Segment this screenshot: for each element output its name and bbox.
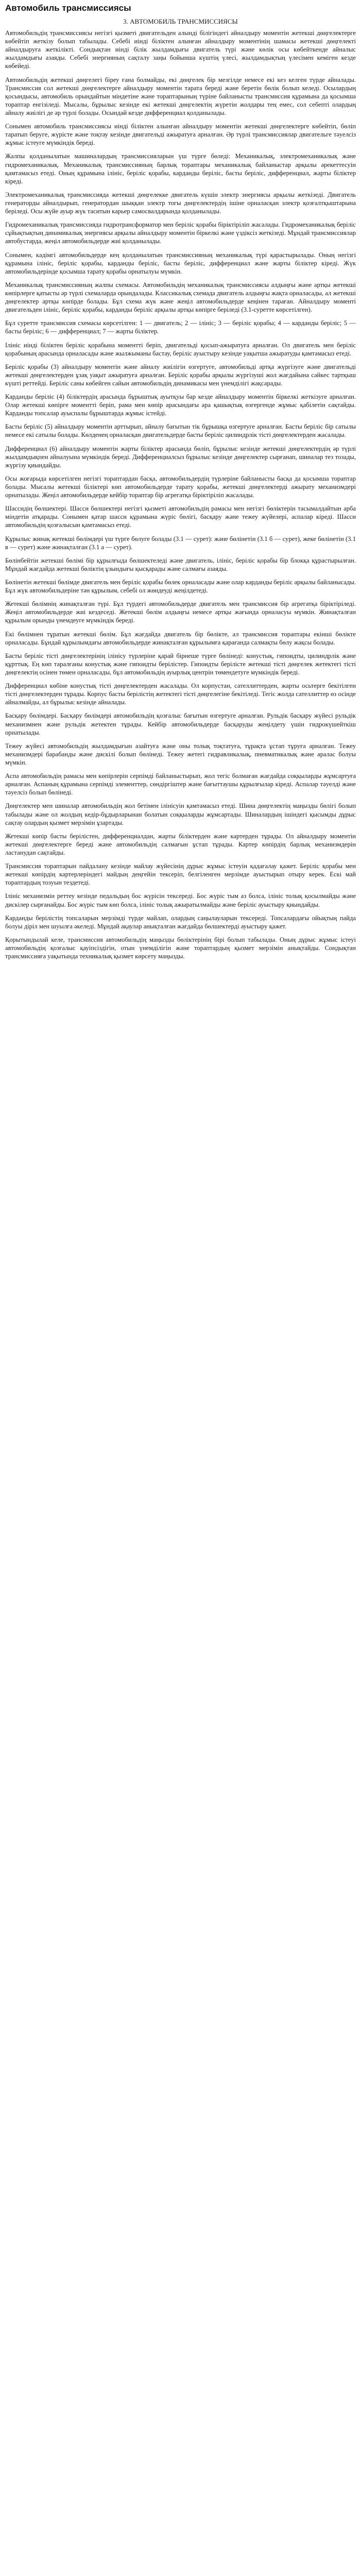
- document-body: [5, 29, 356, 960]
- paragraph: Ілініс иінді біліктен беріліс қорабына моментті беріп, двигательді қосып-ажыратуға арналған. Ол двигатель мен беріліс қорабының арасында орналасады және жылжыманы бастау, беріліс ауыстыру кезінде уақытша ажыратуды қамтамасыз етеді.: [5, 341, 356, 357]
- paragraph: Автомобильдің трансмиссиясы негізгі қызметі двигательден алынді білігіндегі айналдыру моментін жетекші дөңгелектерге көбейтіп жеткізу болып табылады. Себебі иінді біліктен алынған айналдыру моментінің шамасы жетекші дөңгелекті айналдыруға жеткілікті. Сондықтан иінді білік жылдамдығы двигатель түрі және көлік осы көбейткенде айналыс жылдамдығы азаяды. Себебі энергияның сақталу заңы бойынша күштің үлесі, жылдамдықтың үлесімен кеміген кезде көбейеді.: [5, 29, 356, 70]
- paragraph: Аспа автомобильдің рамасы мен көпірлерін серпімді байланыстырып, жол тегіс болмаған жағдайда соққыларды жұмсартуға арналған. Аспаның құрамына серпімді элементтер, сөндіргіштер және бағыттаушы құрылғылар кіреді. Аспалар тәуелді және тәуелсіз болып бөлінеді.: [5, 772, 356, 796]
- paragraph: Дифференциал (6) айналдыру моментін жарты біліктер арасында бөліп, бұрылыс кезінде жетекші дөңгелектердің әр түрлі жылдамдықпен айналуына мүмкіндік береді. Дифференциалсыз бұрылыс кезінде дөңгелектер сырғанап, шиналар тез тозады, жүргізу қиындайды.: [5, 445, 356, 469]
- paragraph: Карданды берілістің топсаларын мерзімді түрде майлап, олардың саңылауларын тексереді. Топсалардағы ойықтың пайда болуы діріл мен шуылға әкеледі. Мұндай ақаулар анықталған жағдайда бөлшектерді ауыстыру қажет.: [5, 914, 356, 930]
- paragraph: Басқару бөлімдері. Басқару бөлімдері автомобильдің қозғалыс бағытын өзгертуге арналған. Рульдік басқару жүйесі рульдік механизмнен және рульдік жетектен тұрады. Кейбір автомобильдерде басқаруды жеңілдету үшін гидрокүшейткіш орнатылады.: [5, 712, 356, 736]
- paragraph: Бөлінетін жетекші бөлімде двигатель мен беріліс қорабы бөлек орналасады және олар карданды беріліс арқылы байланысады. Бұл жүк автомобильдеріне тән құрылым, себебі ол жөндеуді жеңілдетеді.: [5, 579, 356, 595]
- paragraph: Шассидің бөлшектері. Шасси бөлшектері негізгі қызметі автомобильдің рамасы мен негізгі бөліктерін тасымалдайтын арба міндетін атқарады. Сонымен қатар шасси құрамына жүріс бөлігі, басқару және тежеу жүйелері, аспалар кіреді. Шасси автомобильдің қозғалысын қамтамасыз етеді.: [5, 505, 356, 529]
- paragraph: Механикалық трансмиссияның жалпы схемасы. Автомобильдің механикалық трансмиссиясы алдыңғы және артқы жетекші көпірлерге қатысты әр түрлі схемаларда орындалады. Классикалық схемада двигатель алдыңғы жақта орналасады, ал жетекші дөңгелектер артқы көпірде болады. Бұл схема жүк және жеңіл автомобильдерде кеңінен тараған. Айналдыру моменті двигательден ілініс, беріліс қорабы, карданды беріліс арқылы артқы көпірге беріледі (3.1-суретте көрсетілген).: [5, 281, 356, 314]
- paragraph: Электромеханикалық трансмиссияда жетекші дөңгелекке двигатель күшін электр энергиясы арқылы жеткізеді. Двигатель генераторды айналдырып, генератордан шыққан электр тогы дөңгелектердің ішіне орналасқан электр қозғалтқыштарына беріледі. Осы жүйе ауыр жүк таситын карьер самосвалдарында қолданылады.: [5, 191, 356, 215]
- paragraph: Дөңгелектер мен шиналар автомобильдің жол бетімен ілінісуін қамтамасыз етеді. Шина дөңгелектің маңызды бөлігі болып табылады және ол жолдың кедір-бұдырларынан болатын соққыларды жұмсартады. Шиналардың ішіндегі қысымды дұрыс сақтау олардың қызмет мерзімін ұзартады.: [5, 802, 356, 826]
- paragraph: Осы жоғарыда көрсетілген негізгі тораптардан басқа, автомобильдердің түрлеріне байланысты басқа да қосымша тораптар болады. Мысалы жетекші біліктері көп автомобильдерде тарату қорабы, жетекші дөңгелектерді ажырату механизмдері орнатылады. Жеңіл автомобильдерде кейбір тораптар бір агрегатқа біріктіріліп жасалады.: [5, 474, 356, 499]
- paragraph: Трансмиссия тораптарын пайдалану кезінде майлау жүйесінің дұрыс жұмыс істеуін қадағалау қажет. Беріліс қорабы мен жетекші көпірдің картерлеріндегі майдың деңгейін тексеріп, белгіленген мерзімде ауыстырып отыру керек. Ескі май тораптардың тозуын тездетеді.: [5, 862, 356, 887]
- paragraph: Бұл суретте трансмиссия схемасы көрсетілген: 1 — двигатель; 2 — ілініс; 3 — беріліс қорабы; 4 — карданды беріліс; 5 — басты беріліс; 6 — дифференциал; 7 — жарты біліктер.: [5, 319, 356, 335]
- paragraph: Қорытындылай келе, трансмиссия автомобильдің маңызды бөліктерінің бірі болып табылады. Оның дұрыс жұмыс істеуі автомобильдің қозғалыс қауіпсіздігін, отын үнемділігін және тораптардың қызмет мерзімін анықтайды. Сондықтан трансмиссияға уақытында техникалық қызмет көрсету маңызды.: [5, 936, 356, 960]
- paragraph: Басты беріліс (5) айналдыру моментін арттырып, айналу бағытын тік бұрышқа өзгертуге арналған. Басты беріліс бір сатылы немесе екі сатылы болады. Көлденең орналасқан двигательдерде басты беріліс цилиндрлік тісті дөңгелектерден жасалады.: [5, 423, 356, 439]
- document-page: [0, 0, 361, 971]
- paragraph: Беріліс қорабы (3) айналдыру моментін және айналу жиілігін өзгертуге, автомобильді артқа жүргізуге және двигательді жетекші дөңгелектерден ұзақ уақыт ажыратуға арналған. Беріліс қорабы арқылы жүргізуші жол жағдайына сәйкес тартқыш күшті реттейді. Беріліс саны көбейген сайын автомобильдің динамикасы мен үнемділігі жақсарады.: [5, 363, 356, 387]
- paragraph: Карданды беріліс (4) біліктердің арасында бұрыштық ауытқуы бар кезде айналдыру моментін біркелкі жеткізуге арналған. Олар жетекші көпірге моментті беріп, рама мен көпір арасындағы ара қашықтық өзгергенде жұмыс қабілетін сақтайды. Карданды топсалар ауыспалы бұрыштарда жұмыс істейді.: [5, 393, 356, 417]
- paragraph: Екі бөлімнен тұратын жетекші бөлім. Бұл жағдайда двигатель бір бөлікте, ал трансмиссия тораптары екінші бөлікте орналасады. Бұндай құрылымдағы автомобильдерде жинақталған құрылымға қарағанда салмақты бөлу жақсы болады.: [5, 630, 356, 646]
- paragraph: Жалпы қолданылатын машиналардың трансмиссияларын үш түрге бөледі: Механикалық, электромеханикалық және гидромеханикалық. Механикалық трансмиссияның барлық тораптары механикалық байланыстар арқылы әрекеттесуін қамтамасыз етеді. Оның құрамына ілініс, беріліс қорабы, карданды беріліс, басты беріліс, дифференциал, жарты біліктер кіреді.: [5, 152, 356, 185]
- paragraph: Жетекші көпір басты берілістен, дифференциалдан, жарты біліктерден және картерден тұрады. Ол айналдыру моментін жетекші дөңгелектерге береді және автомобильдің салмағын ұстап тұрады. Картер көпірдің барлық механизмдерін ластанудан сақтайды.: [5, 832, 356, 856]
- paragraph: Дифференциал көбіне конустық тісті дөңгелектерден жасалады. Ол корпустан, сателлиттерден, жарты осьтерге бекітілген тісті дөңгелектерден тұрады. Корпус басты берілістің жетектегі тісті дөңгелегіне бекітіледі. Тегіс жолда сателлиттер өз осінде айналмайды, ал бұрылыс кезінде айналады.: [5, 682, 356, 706]
- page-title: Автомобиль трансмиссиясы: [5, 3, 131, 13]
- paragraph: Құрылыс жинақ жетекші бөлімдері үш түрге бөлуге болады (3.1 — сурет): және бөлінетін (3.1 б — сурет), жеке бөлінетін (3.1 в — сурет) және жинақталған (3.1 а — сурет).: [5, 535, 356, 551]
- paragraph: Бөлінбейтін жетекші бөлімі бір құрылғыда бөлшектеледі және двигатель, ілініс, беріліс қорабы бір блокқа құрастырылған. Мұндай жағдайда жетекші бөліктің ұзындығы қысқарады және салмағы азаяды.: [5, 556, 356, 572]
- paragraph: Гидромеханикалық трансмиссияда гидротрансформатор мен беріліс қорабы біріктіріліп жасалады. Гидромеханикалық беріліс сұйықтықтың динамикалық энергиясы арқылы айналдыру моментін біркелкі және үздіксіз жеткізеді. Мұндай трансмиссиялар автобустарда, жеңіл автомобильдерде жиі қолданылады.: [5, 221, 356, 245]
- paragraph: Сонымен, кәдімгі автомобильдерде кең қолданылатын трансмиссияның механикалық түрі қарастырылады. Оның негізгі құрамына ілініс, беріліс қорабы, карданды беріліс, басты беріліс, дифференциал және жарты біліктер кіреді. Жүк автомобильдерінде қосымша тарату қорабы орнатылуы мүмкін.: [5, 251, 356, 275]
- paragraph: Басты беріліс тісті дөңгелектерінің ілінісу түрлеріне қарай бірнеше түрге бөлінеді: конустық, гипоидты, цилиндрлік және құрттық. Ең көп таралғаны конустық және гипоидты берілістер. Гипоидты берілісте жетекші тісті дөңгелек жетектегі тісті дөңгелектің осінен төмен орналасады, бұл автомобильдің ауырлық центрін төмендетуге мүмкіндік береді.: [5, 652, 356, 676]
- paragraph: Автомобильдің жетекші дөңгелегі біреу ғана болмайды, екі дөңгелек бір мезгілде немесе екі кез келген түрде айналады. Трансмиссия сол жетекші дөңгелектерге айналдыру моментін тарата береді және беретін бөлік болып келеді. Осылардың қосындысы, автомобиль орындайтын міндетіне және тораптарының түріне байланысты трансмиссия құрамына да қосымша тораптар енгізіледі. Мысалы, бұрылыс кезінде екі жетекші дөңгелектің жүретін жолдары тең емес, сол себепті олардың айналу жиілігі де әр түрлі болады. Осындай кезде дифференциал қолданылады.: [5, 76, 356, 116]
- paragraph: Сонымен автомобиль трансмиссиясы иінді біліктен алынған айналдыру моментін жетекші дөңгелектерге көбейтіп, бөліп таратып беруге, жүрісте және тоқтау кезінде двигательді ажыратуға арналған. Әр түрлі трансмиссиялар двигательге тәуелсіз жұмыс істеуге мүмкіндік береді.: [5, 123, 356, 147]
- paragraph: Ілініс механизмін реттеу кезінде педальдың бос жүрісін тексереді. Бос жүріс тым аз болса, ілініс толық қосылмайды және дискілер сырғанайды. Бос жүріс тым көп болса, ілініс толық ажыратылмайды және беріліс ауыстыру қиындайды.: [5, 892, 356, 908]
- section-heading: 3. АВТОМОБИЛЬ ТРАНСМИССИЯСЫ: [123, 18, 238, 25]
- paragraph: Тежеу жүйесі автомобильдің жылдамдығын азайтуға және оны толық тоқтатуға, тұрақта ұстап тұруға арналған. Тежеу механизмдері барабанды және дискілі болып бөлінеді. Тежеу жетегі гидравликалық, пневматикалық және аралас болуы мүмкін.: [5, 742, 356, 766]
- paragraph: Жетекші бөлімнің жинақталған түрі. Бұл түрдегі автомобильдерде двигатель мен трансмиссия бір агрегатқа біріктіріледі. Жеңіл автомобильдерде жиі кездеседі. Жетекші бөлім алдыңғы немесе артқы жағында орналасуы мүмкін. Жинақталған құрылым орынды үнемдеуге мүмкіндік береді.: [5, 600, 356, 624]
